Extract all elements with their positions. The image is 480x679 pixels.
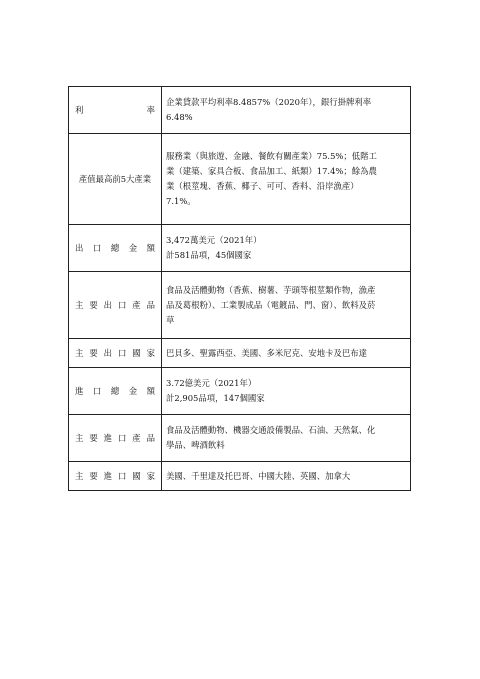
label-char: 要 — [89, 347, 98, 358]
label-chars — [75, 298, 155, 313]
label-char: 品 — [146, 432, 155, 443]
label-char: 金 — [128, 385, 138, 396]
label-char: 國 — [132, 470, 141, 481]
row-value — [162, 462, 411, 491]
value-line: 學品、啤酒飲料 — [166, 440, 225, 450]
label-char: 出 — [103, 347, 112, 358]
value-line: 業（根莖塊、香蕉、椰子、可可、香料、沿岸漁產） — [166, 181, 359, 191]
row-label: 產值最高前5大產業 — [69, 134, 162, 225]
row-value — [162, 415, 411, 462]
label-char: 口 — [117, 299, 127, 310]
label-char: 主 — [75, 470, 84, 481]
row-value — [162, 225, 411, 272]
label-char: 出 — [103, 299, 112, 310]
value-line: 3,472萬美元（2021年） — [166, 235, 262, 245]
value-line: 6.48% — [166, 112, 193, 122]
row-label — [69, 225, 162, 272]
value-line: 巴貝多、聖露西亞、美國、多米尼克、安地卡及巴布達 — [166, 347, 367, 358]
value-line: 7.1%。 — [166, 196, 196, 206]
label-char: 主 — [75, 347, 84, 358]
value-line: 品及葛根粉）、工業製成品（電鍍品、門、窗）、飲料及菸 — [166, 299, 376, 310]
value-line: 3.72億美元（2021年） — [166, 378, 257, 388]
table-row-export-total — [69, 225, 411, 272]
table-row-interest-rate — [69, 87, 411, 134]
label-char: 口 — [92, 242, 102, 253]
label-char: 家 — [146, 470, 155, 481]
table-row-import-total — [69, 368, 411, 415]
label-char: 口 — [117, 347, 127, 358]
value-line: 業（建築、家具合板、食品加工、紙類）17.4%；餘為農 — [166, 166, 377, 176]
label-char: 總 — [110, 385, 120, 396]
label-char: 要 — [89, 299, 98, 310]
label-char: 要 — [89, 432, 98, 443]
label-char: 產 — [132, 299, 141, 310]
row-label — [69, 272, 162, 339]
row-label — [69, 368, 162, 415]
label-char: 總 — [110, 242, 120, 253]
label-char: 要 — [89, 470, 98, 481]
label-chars — [75, 346, 155, 361]
label-chars — [75, 241, 155, 256]
table-row-export-countries — [69, 339, 411, 368]
label-char: 家 — [146, 347, 155, 358]
row-label — [69, 339, 162, 368]
label-char: 進 — [103, 432, 112, 443]
row-label — [69, 415, 162, 462]
table-row-export-products — [69, 272, 411, 339]
row-value — [162, 339, 411, 368]
value-line: 草 — [166, 314, 175, 325]
label-char: 口 — [117, 470, 127, 481]
table-row-import-products — [69, 415, 411, 462]
value-line: 企業貸款平均利率8.4857%（2020年），銀行掛牌利率 — [166, 97, 372, 107]
label-char: 利 — [75, 104, 84, 115]
label-char: 額 — [146, 242, 155, 253]
value-line: 食品及活體動物（香蕉、樹薯、芋頭等根莖類作物，漁產 — [166, 284, 376, 295]
economic-info-table — [68, 86, 411, 491]
label-char: 進 — [103, 470, 112, 481]
label-char: 口 — [92, 385, 102, 396]
label-chars — [75, 431, 155, 446]
value-line: 美國、千里達及托巴哥、中國大陸、英國、加拿大 — [166, 470, 351, 481]
label-char: 進 — [75, 385, 84, 396]
label-char: 產 — [132, 432, 141, 443]
row-label — [69, 462, 162, 491]
label-char: 金 — [128, 242, 138, 253]
row-value — [162, 87, 411, 134]
row-value — [162, 134, 411, 225]
label-char: 率 — [146, 104, 155, 115]
value-line: 計2,905品項，147個國家 — [166, 393, 265, 403]
label-char: 品 — [146, 299, 155, 310]
label-char: 主 — [75, 299, 84, 310]
label-char: 額 — [146, 385, 155, 396]
value-line: 服務業（與旅遊、金融、餐飲有關產業）75.5%；低階工 — [166, 151, 377, 161]
value-line: 計581品項，45個國家 — [166, 250, 252, 260]
label-char: 口 — [117, 432, 127, 443]
table-row-import-countries — [69, 462, 411, 491]
table-row-top-industries — [69, 134, 411, 225]
label-chars — [75, 469, 155, 484]
row-value — [162, 368, 411, 415]
row-label — [69, 87, 162, 134]
value-line: 食品及活體動物、機器交通設備製品、石油、天然氣、化 — [166, 425, 376, 435]
label-char: 國 — [132, 347, 141, 358]
label-chars — [75, 384, 155, 399]
label-char: 出 — [75, 242, 84, 253]
label-char: 主 — [75, 432, 84, 443]
label-chars — [75, 103, 155, 118]
row-value — [162, 272, 411, 339]
